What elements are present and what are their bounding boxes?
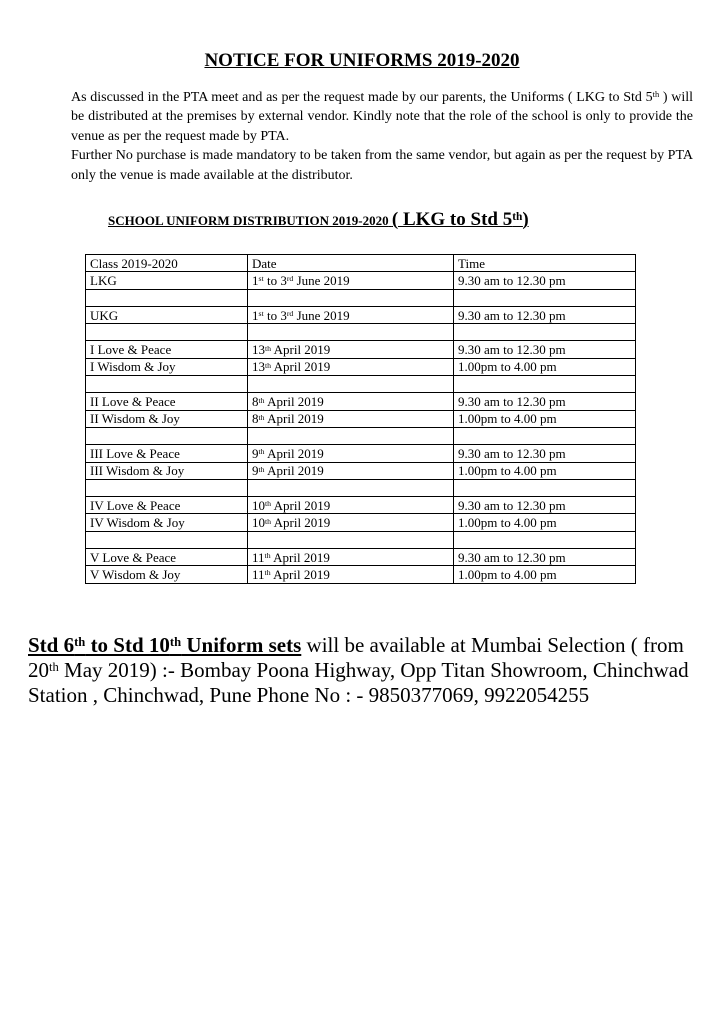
table-header-row — [86, 255, 636, 272]
class-cell — [86, 531, 248, 548]
date-part: April 2019 — [271, 359, 331, 375]
table-row — [86, 289, 636, 306]
table-row — [86, 514, 636, 531]
date-part: April 2019 — [264, 463, 324, 479]
date-part: June 2019 — [293, 272, 350, 288]
class-cell — [86, 358, 248, 375]
class-name: IV Wisdom & Joy — [90, 515, 185, 531]
table-row — [86, 306, 636, 323]
notice-intro — [71, 88, 693, 185]
date-part: th — [265, 343, 272, 353]
date-part: 9 — [252, 445, 259, 461]
intro-paragraph-1 — [71, 88, 693, 146]
class-name: III Wisdom & Joy — [90, 463, 185, 479]
date-cell — [248, 514, 454, 531]
class-cell — [86, 462, 248, 479]
date-part: April 2019 — [264, 411, 324, 427]
distribution-title-range — [392, 209, 529, 230]
table-row — [86, 272, 636, 289]
time-cell — [454, 497, 636, 514]
time-range: 1.00pm to 4.00 pm — [458, 463, 557, 479]
header-class: Class 2019-2020 — [86, 255, 248, 272]
time-cell — [454, 341, 636, 358]
date-part: 13 — [252, 359, 265, 375]
footer-text-b: May 2019) :- Bombay Poona Highway, Opp Titan Showroom, Chinchwad Station , Chinchwad, Pune Phone No : - 9850377069, 9922054255 — [28, 658, 689, 707]
date-cell — [248, 358, 454, 375]
time-range: 9.30 am to 12.30 pm — [458, 549, 566, 565]
table-row — [86, 497, 636, 514]
highlight-text-a: Std 6 — [28, 633, 75, 657]
senior-uniform-highlight — [28, 633, 301, 657]
time-range: 9.30 am to 12.30 pm — [458, 497, 566, 513]
date-cell — [248, 566, 454, 583]
date-cell — [248, 531, 454, 548]
time-range: 9.30 am to 12.30 pm — [458, 342, 566, 358]
time-cell — [454, 549, 636, 566]
class-cell — [86, 566, 248, 583]
highlight-sup-a: th — [74, 635, 86, 650]
class-name: II Wisdom & Joy — [90, 411, 180, 427]
class-cell — [86, 324, 248, 341]
class-name: IV Love & Peace — [90, 497, 181, 513]
time-cell — [454, 427, 636, 444]
time-cell — [454, 566, 636, 583]
date-part: st — [258, 274, 264, 284]
intro-superscript: th — [652, 90, 660, 100]
date-cell — [248, 410, 454, 427]
table-row — [86, 549, 636, 566]
date-part: to 3 — [263, 307, 287, 323]
date-part: 1 — [252, 307, 259, 323]
class-name: V Love & Peace — [90, 549, 177, 565]
class-cell — [86, 289, 248, 306]
time-range: 1.00pm to 4.00 pm — [458, 411, 557, 427]
date-part: rd — [286, 274, 294, 284]
date-part: th — [258, 395, 265, 405]
table-row — [86, 427, 636, 444]
date-part: April 2019 — [271, 515, 331, 531]
date-part: st — [258, 309, 264, 319]
time-range: 9.30 am to 12.30 pm — [458, 394, 566, 410]
date-part: 13 — [252, 342, 265, 358]
date-part: th — [258, 447, 265, 457]
table-row — [86, 376, 636, 393]
time-range: 1.00pm to 4.00 pm — [458, 566, 557, 582]
date-cell — [248, 306, 454, 323]
date-part: th — [264, 551, 271, 561]
class-cell — [86, 497, 248, 514]
date-part: th — [258, 412, 265, 422]
table-row — [86, 341, 636, 358]
date-cell — [248, 324, 454, 341]
highlight-text-c: Uniform sets — [181, 633, 302, 657]
time-range: 9.30 am to 12.30 pm — [458, 272, 566, 288]
table-row — [86, 393, 636, 410]
date-part: to 3 — [263, 272, 287, 288]
date-cell — [248, 341, 454, 358]
class-cell — [86, 410, 248, 427]
class-cell — [86, 445, 248, 462]
date-cell — [248, 376, 454, 393]
time-cell — [454, 358, 636, 375]
date-cell — [248, 479, 454, 496]
class-cell — [86, 341, 248, 358]
highlight-text-b: to Std 10 — [85, 633, 170, 657]
date-part: th — [264, 568, 271, 578]
senior-uniform-notice — [28, 633, 708, 708]
header-date: Date — [248, 255, 454, 272]
range-superscript: th — [512, 210, 523, 223]
footer-superscript: th — [49, 660, 59, 675]
class-cell — [86, 393, 248, 410]
date-part: 9 — [252, 463, 259, 479]
time-cell — [454, 306, 636, 323]
time-cell — [454, 479, 636, 496]
intro-text-cont: ) will be distributed at the premises by external vendor. Kindly note that the role of the school is only to provide the venue as per the request made by PTA. — [71, 90, 693, 144]
time-range: 9.30 am to 12.30 pm — [458, 445, 566, 461]
time-cell — [454, 531, 636, 548]
class-cell — [86, 479, 248, 496]
class-cell — [86, 306, 248, 323]
date-part: April 2019 — [271, 497, 331, 513]
date-cell — [248, 549, 454, 566]
date-part: April 2019 — [264, 394, 324, 410]
table-row — [86, 566, 636, 583]
class-cell — [86, 549, 248, 566]
class-name: I Wisdom & Joy — [90, 359, 176, 375]
date-cell — [248, 445, 454, 462]
class-cell — [86, 376, 248, 393]
footer-text-a: will be available at Mumbai Selection ( from 20 — [28, 633, 684, 682]
date-part: th — [265, 360, 272, 370]
date-part: th — [265, 516, 272, 526]
distribution-title-main: SCHOOL UNIFORM DISTRIBUTION 2019-2020 — [108, 213, 389, 228]
date-part: th — [258, 464, 265, 474]
class-name: I Love & Peace — [90, 342, 172, 358]
time-cell — [454, 514, 636, 531]
class-name: UKG — [90, 307, 119, 323]
notice-title: NOTICE FOR UNIFORMS 2019-2020 — [204, 50, 520, 71]
date-cell — [248, 272, 454, 289]
class-cell — [86, 272, 248, 289]
date-cell — [248, 497, 454, 514]
time-cell — [454, 376, 636, 393]
date-cell — [248, 427, 454, 444]
date-part: April 2019 — [264, 445, 324, 461]
intro-paragraph-2: Further No purchase is made mandatory to be taken from the same vendor, but again as per the request by PTA only the venue is made available at the distributor. — [71, 148, 693, 183]
date-part: 10 — [252, 497, 265, 513]
table-row — [86, 479, 636, 496]
distribution-title — [108, 209, 529, 231]
time-cell — [454, 410, 636, 427]
time-range: 9.30 am to 12.30 pm — [458, 307, 566, 323]
date-part: 8 — [252, 411, 259, 427]
time-cell — [454, 272, 636, 289]
time-range: 1.00pm to 4.00 pm — [458, 359, 557, 375]
class-name: III Love & Peace — [90, 445, 180, 461]
intro-text: As discussed in the PTA meet and as per the request made by our parents, the Uniforms ( LKG to Std 5 — [71, 90, 653, 105]
class-cell — [86, 514, 248, 531]
header-time: Time — [454, 255, 636, 272]
time-cell — [454, 462, 636, 479]
class-name: V Wisdom & Joy — [90, 566, 181, 582]
time-cell — [454, 324, 636, 341]
date-part: April 2019 — [271, 342, 331, 358]
date-cell — [248, 462, 454, 479]
date-cell — [248, 289, 454, 306]
table-row — [86, 445, 636, 462]
time-cell — [454, 393, 636, 410]
class-name: LKG — [90, 272, 117, 288]
range-close: ) — [522, 209, 529, 230]
date-part: April 2019 — [270, 549, 330, 565]
table-row — [86, 531, 636, 548]
table-row — [86, 358, 636, 375]
date-part: April 2019 — [270, 566, 330, 582]
date-part: th — [265, 499, 272, 509]
class-name: II Love & Peace — [90, 394, 176, 410]
time-range: 1.00pm to 4.00 pm — [458, 515, 557, 531]
date-part: 1 — [252, 272, 259, 288]
date-part: 10 — [252, 515, 265, 531]
table-row — [86, 410, 636, 427]
date-part: June 2019 — [293, 307, 350, 323]
uniform-distribution-table — [85, 254, 636, 584]
date-part: 11 — [252, 549, 265, 565]
date-part: 8 — [252, 394, 259, 410]
class-cell — [86, 427, 248, 444]
range-text: ( LKG to Std 5 — [391, 209, 513, 230]
highlight-sup-b: th — [169, 635, 182, 650]
table-row — [86, 462, 636, 479]
table-row — [86, 324, 636, 341]
date-part: 11 — [252, 566, 265, 582]
time-cell — [454, 289, 636, 306]
date-cell — [248, 393, 454, 410]
date-part: rd — [286, 309, 294, 319]
time-cell — [454, 445, 636, 462]
